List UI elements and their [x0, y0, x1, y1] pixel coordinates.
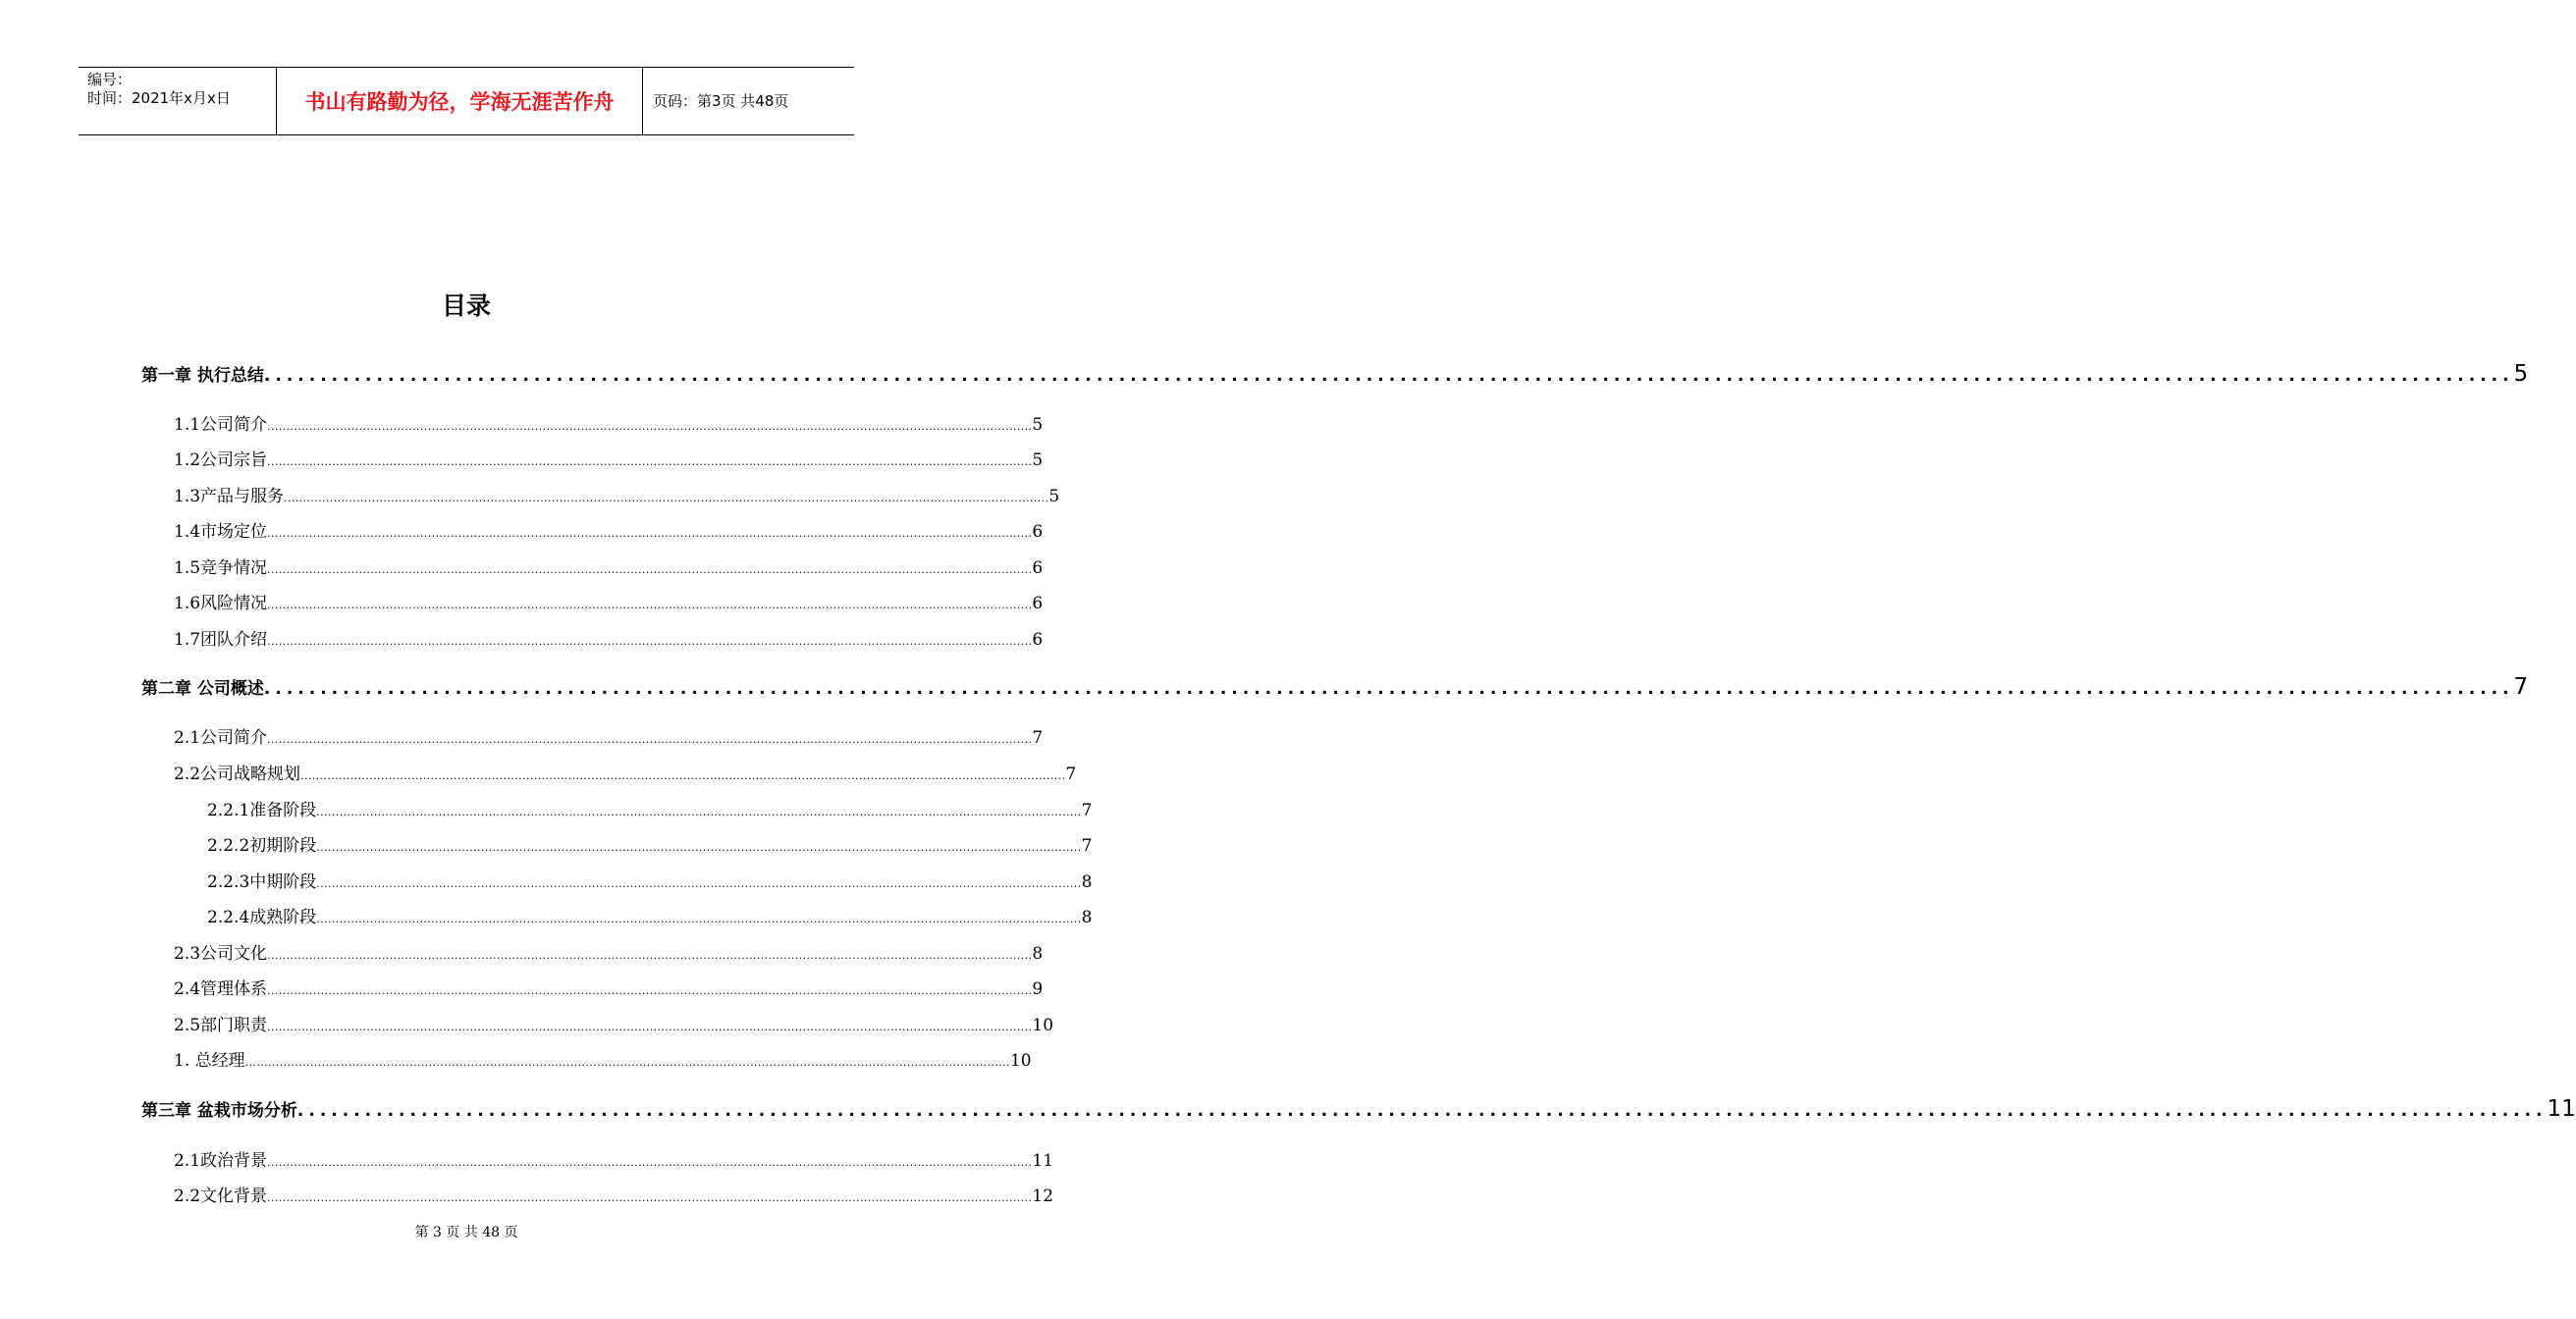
toc-entry-page: 7 [1081, 836, 1093, 856]
toc-leader-dots: ........................................................................................................................................................................................................ [267, 599, 1033, 611]
toc-leader-dots: ........................................................................................................................................................................................................ [263, 679, 2514, 699]
toc-entry-page: 10 [1032, 1016, 1054, 1035]
toc-entry-label: 2.2.2初期阶段 [207, 836, 317, 856]
toc-entry[interactable] [174, 446, 1044, 470]
header-number-label: 编号： [87, 71, 133, 88]
toc-entry-label: 1.3产品与服务 [174, 487, 285, 506]
toc-entry[interactable] [207, 903, 1093, 927]
toc-entry[interactable] [174, 1011, 1054, 1035]
header-time-label: 时间：2021年x月x日 [87, 89, 231, 107]
toc-leader-dots: ........................................................................................................................................................................................................ [263, 366, 2514, 386]
toc-entry-page: 5 [1032, 415, 1044, 435]
toc-entry-label: 1.6风险情况 [174, 594, 268, 613]
toc-entry-page: 5 [1032, 450, 1044, 470]
toc-entry-page: 9 [1032, 979, 1044, 999]
toc-leader-dots: ........................................................................................................................................................................................................ [316, 913, 1082, 925]
toc-entry-label: 2.3公司文化 [174, 944, 268, 964]
toc-leader-dots: ........................................................................................................................................................................................................ [316, 806, 1082, 818]
toc-entry-page: 7 [1065, 765, 1077, 784]
header-motto: 书山有路勤为径，学海无涯苦作舟 [304, 90, 615, 114]
toc-entry-label: 2.2文化背景 [174, 1187, 268, 1206]
toc-chapter-entry[interactable] [141, 674, 2529, 704]
toc-leader-dots: ........................................................................................................................................................................................................ [267, 635, 1033, 648]
toc-entry-label: 2.2.4成熟阶段 [207, 908, 317, 927]
toc-leader-dots: ........................................................................................................................................................................................................ [267, 1156, 1033, 1169]
toc-leader-dots: ........................................................................................................................................................................................................ [267, 949, 1033, 962]
page-footer: 第 3 页 共 48 页 [414, 1225, 518, 1240]
toc-entry-label: 第一章 执行总结 [141, 366, 264, 386]
toc-entry-label: 1.4市场定位 [174, 522, 268, 542]
toc-leader-dots: ........................................................................................................................................................................................................ [244, 1056, 1010, 1069]
toc-leader-dots: ........................................................................................................................................................................................................ [267, 733, 1033, 746]
header-page-info: 页码：第3页 共48页 [653, 92, 789, 110]
toc-entry[interactable] [174, 410, 1044, 435]
toc-entry[interactable] [207, 831, 1093, 856]
toc-leader-dots: ........................................................................................................................................................................................................ [267, 455, 1033, 468]
toc-leader-dots: ........................................................................................................................................................................................................ [267, 1191, 1033, 1204]
header-motto-cell [276, 68, 643, 134]
toc-entry[interactable] [174, 1046, 1032, 1071]
toc-chapter-entry[interactable] [141, 1096, 2576, 1126]
toc-entry-label: 1.1公司简介 [174, 415, 268, 435]
document-header [79, 67, 854, 135]
toc-entry[interactable] [174, 554, 1044, 578]
toc-entry-label: 2.2.1准备阶段 [207, 801, 317, 820]
toc-leader-dots: ........................................................................................................................................................................................................ [267, 420, 1033, 433]
toc-entry-label: 2.2公司战略规划 [174, 765, 301, 784]
toc-leader-dots: ........................................................................................................................................................................................................ [267, 527, 1033, 540]
toc-entry[interactable] [207, 868, 1093, 892]
toc-entry[interactable] [174, 482, 1060, 506]
toc-title: 目录 [441, 291, 491, 320]
toc-entry-label: 1.5竞争情况 [174, 558, 268, 578]
toc-entry-page: 11 [2547, 1096, 2576, 1122]
header-page-cell [643, 68, 854, 134]
toc-entry[interactable] [174, 589, 1044, 613]
toc-entry-page: 8 [1032, 944, 1044, 964]
toc-leader-dots: ........................................................................................................................................................................................................ [267, 563, 1033, 576]
toc-entry-label: 2.2.3中期阶段 [207, 872, 317, 892]
toc-entry-label: 2.5部门职责 [174, 1016, 268, 1035]
toc-entry-page: 5 [1048, 487, 1060, 506]
toc-chapter-entry[interactable] [141, 361, 2529, 391]
toc-leader-dots: ........................................................................................................................................................................................................ [267, 1021, 1033, 1033]
toc-entry-page: 6 [1032, 630, 1044, 650]
toc-entry-page: 5 [2513, 361, 2529, 387]
toc-entry-label: 2.1公司简介 [174, 728, 268, 748]
toc-entry[interactable] [207, 796, 1093, 820]
toc-entry-page: 6 [1032, 594, 1044, 613]
toc-entry-label: 2.4管理体系 [174, 979, 268, 999]
toc-entry[interactable] [174, 939, 1044, 964]
toc-entry-page: 7 [1032, 728, 1044, 748]
toc-entry-label: 1.2公司宗旨 [174, 450, 268, 470]
toc-entry-page: 8 [1081, 872, 1093, 892]
toc-leader-dots: ........................................................................................................................................................................................................ [296, 1101, 2548, 1121]
toc-entry-page: 12 [1032, 1187, 1054, 1206]
toc-entry[interactable] [174, 760, 1077, 784]
toc-leader-dots: ........................................................................................................................................................................................................ [316, 877, 1082, 890]
toc-entry-label: 第二章 公司概述 [141, 679, 264, 699]
toc-leader-dots: ........................................................................................................................................................................................................ [267, 984, 1033, 997]
toc-entry-page: 7 [1081, 801, 1093, 820]
toc-entry[interactable] [174, 1182, 1054, 1206]
toc-entry[interactable] [174, 517, 1044, 542]
toc-leader-dots: ........................................................................................................................................................................................................ [300, 769, 1066, 782]
toc-entry-page: 6 [1032, 558, 1044, 578]
toc-entry-label: 第三章 盆栽市场分析 [141, 1101, 297, 1121]
toc-entry[interactable] [174, 975, 1044, 999]
toc-leader-dots: ........................................................................................................................................................................................................ [284, 492, 1049, 504]
toc-entry-page: 11 [1032, 1151, 1054, 1171]
toc-entry-label: 1.7团队介绍 [174, 630, 268, 650]
toc-entry[interactable] [174, 723, 1044, 748]
header-meta-cell [79, 68, 275, 134]
toc-entry[interactable] [174, 625, 1044, 650]
toc-entry-label: 2.1政治背景 [174, 1151, 268, 1171]
toc-entry-page: 8 [1081, 908, 1093, 927]
toc-entry-page: 6 [1032, 522, 1044, 542]
toc-leader-dots: ........................................................................................................................................................................................................ [316, 841, 1082, 854]
toc-entry-label: 1. 总经理 [174, 1051, 245, 1071]
toc-entry[interactable] [174, 1146, 1054, 1171]
toc-entry-page: 10 [1009, 1051, 1032, 1071]
toc-entry-page: 7 [2513, 674, 2529, 700]
